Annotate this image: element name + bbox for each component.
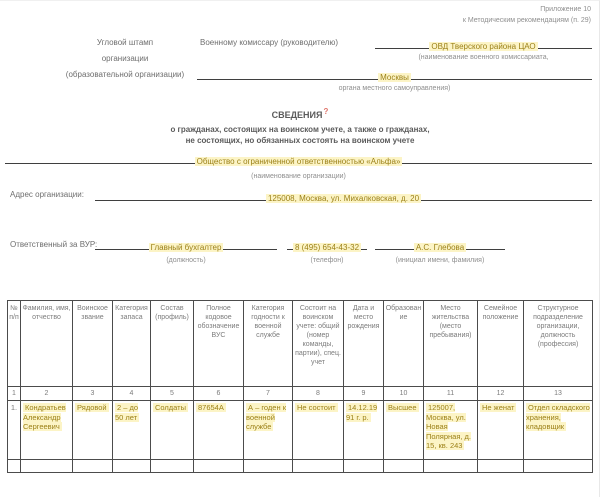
document-title: СВЕДЕНИЯ <box>271 110 323 120</box>
organization-name-value: Общество с ограниченной ответственностью «Альфа» <box>196 157 401 166</box>
addressee-label: Военному комиссару (руководителю) <box>200 38 339 47</box>
empty-cell <box>8 460 21 473</box>
filled-value: Солдаты <box>155 403 187 412</box>
document-subtitle-line2: не состоящих, но обязанных состоять на воинском учете <box>185 136 415 145</box>
responsible-label: Ответственный за ВУР: <box>10 240 98 249</box>
column-number-cell: 9 <box>344 387 384 401</box>
filled-value: Не состоит <box>297 403 336 412</box>
header-row <box>8 301 593 387</box>
data-cell-marital-status <box>478 401 524 460</box>
col-header-4: Категория запаса <box>113 301 151 387</box>
data-cell-education <box>384 401 424 460</box>
commissariat-caption: (наименование военного комиссариата, <box>418 54 549 61</box>
empty-cell <box>424 460 478 473</box>
document-title-row <box>0 107 600 120</box>
responsible-position-caption: (должность) <box>166 257 206 264</box>
data-cell-composition <box>151 401 194 460</box>
empty-cell <box>21 460 73 473</box>
column-number-cell: 4 <box>113 387 151 401</box>
col-header-1: № п/п <box>8 301 21 387</box>
data-cell-index: 1. <box>8 401 21 460</box>
column-number-cell: 10 <box>384 387 424 401</box>
data-cell-birth-date <box>344 401 384 460</box>
responsible-phone-field <box>287 237 367 250</box>
city-value: Москвы <box>380 73 409 82</box>
column-number-cell: 1 <box>8 387 21 401</box>
column-numbers-row <box>8 387 593 401</box>
col-header-13: Структурное подразделение организации, должность (профессия) <box>524 301 593 387</box>
col-header-8: Состоит на воинском учете: общий (номер команды, партии), спец. учет <box>293 301 344 387</box>
data-cell-reserve-category <box>113 401 151 460</box>
filled-value: Кондратьев Александр Сергеевич <box>23 403 66 431</box>
organization-address-label: Адрес организации: <box>10 190 84 199</box>
empty-row <box>8 460 593 473</box>
empty-cell <box>384 460 424 473</box>
empty-cell <box>478 460 524 473</box>
help-marker[interactable]: ? <box>323 107 329 116</box>
filled-value: Отдел складского хранения, кладовщик <box>526 403 590 431</box>
filled-value: А – годен к военной службе <box>246 403 286 431</box>
registry-table <box>7 300 593 473</box>
col-header-3: Воинское звание <box>73 301 113 387</box>
filled-value: 87654А <box>198 403 224 412</box>
responsible-name-caption: (инициал имени, фамилия) <box>395 257 485 264</box>
commissariat-value: ОВД Тверского района ЦАО <box>431 42 536 51</box>
column-number-cell: 8 <box>293 387 344 401</box>
data-cell-registration-status <box>293 401 344 460</box>
empty-cell <box>113 460 151 473</box>
empty-cell <box>344 460 384 473</box>
responsible-name-value: А.С. Глебова <box>415 243 465 252</box>
empty-cell <box>524 460 593 473</box>
organization-name-caption: (наименование организации) <box>251 173 346 180</box>
responsible-phone-value: 8 (495) 654-43-32 <box>294 243 360 252</box>
column-number-cell: 13 <box>524 387 593 401</box>
data-cell-rank <box>73 401 113 460</box>
responsible-name-field <box>375 237 505 250</box>
empty-cell <box>194 460 244 473</box>
column-number-cell: 5 <box>151 387 194 401</box>
data-cell-fio <box>21 401 73 460</box>
col-header-11: Место жительства (место пребывания) <box>424 301 478 387</box>
col-header-9: Дата и место рождения <box>344 301 384 387</box>
data-cell-vus-code <box>194 401 244 460</box>
city-field <box>197 67 592 80</box>
col-header-5: Состав (профиль) <box>151 301 194 387</box>
organization-address-field <box>95 188 592 201</box>
responsible-position-field <box>95 237 277 250</box>
column-number-cell: 11 <box>424 387 478 401</box>
responsible-position-value: Главный бухгалтер <box>150 243 222 252</box>
data-cell-residence <box>424 401 478 460</box>
filled-value: Рядовой <box>77 403 107 412</box>
document-subtitle-line1: о гражданах, состоящих на воинском учете, а также о гражданах, <box>170 125 430 134</box>
filled-value: Высшее <box>388 403 417 412</box>
col-header-6: Полное кодовое обозначение ВУС <box>194 301 244 387</box>
appendix-note-line1: Приложение 10 <box>540 6 591 13</box>
corner-stamp-line1: Угловой штамп <box>96 38 154 47</box>
empty-cell <box>293 460 344 473</box>
city-caption: органа местного самоуправления) <box>338 85 451 92</box>
column-number-cell: 7 <box>244 387 293 401</box>
column-number-cell: 6 <box>194 387 244 401</box>
filled-value: 125007, Москва, ул. Новая Полярная, д. 15, кв. 243 <box>426 403 472 450</box>
commissariat-field <box>375 36 592 49</box>
empty-cell <box>73 460 113 473</box>
column-number-cell: 2 <box>21 387 73 401</box>
filled-value: Не женат <box>482 403 515 412</box>
filled-value: 14.12.1991 г. р. <box>346 403 378 422</box>
empty-cell <box>244 460 293 473</box>
appendix-note-line2: к Методическим рекомендациям (п. 29) <box>462 17 591 24</box>
organization-address-value: 125008, Москва, ул. Михалковская, д. 20 <box>267 194 420 203</box>
corner-stamp-line2: организации <box>101 54 149 63</box>
empty-cell <box>151 460 194 473</box>
filled-value: 2 – до 50 лет <box>115 403 139 422</box>
col-header-12: Семейное положение <box>478 301 524 387</box>
data-row <box>8 401 593 460</box>
column-number-cell: 3 <box>73 387 113 401</box>
data-cell-department <box>524 401 593 460</box>
col-header-10: Образование <box>384 301 424 387</box>
organization-name-field <box>5 151 592 164</box>
responsible-phone-caption: (телефон) <box>310 257 344 264</box>
col-header-7: Категория годности к военной службе <box>244 301 293 387</box>
data-cell-fitness-category <box>244 401 293 460</box>
column-number-cell: 12 <box>478 387 524 401</box>
corner-stamp-line3: (образовательной организации) <box>65 70 185 79</box>
col-header-2: Фамилия, имя, отчество <box>21 301 73 387</box>
